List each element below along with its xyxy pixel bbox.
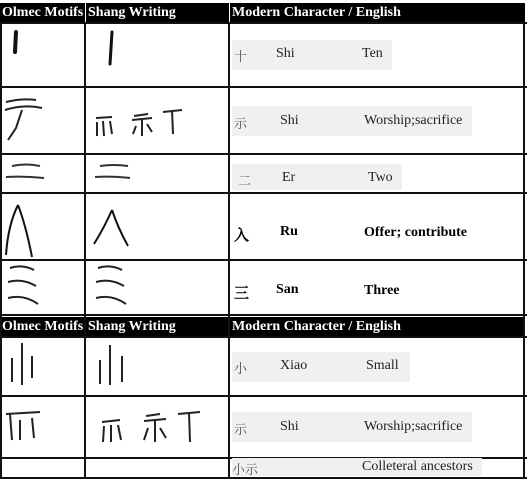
row8-character: 小示 [232, 463, 259, 478]
row3-character: 二 [238, 174, 252, 189]
header-modern-character: Modern Character / English [230, 3, 525, 22]
header-olmec-motifs: Olmec Motifs [2, 5, 84, 20]
row7-character: 示 [234, 423, 248, 438]
header-modern-character-2: Modern Character / English [230, 317, 525, 336]
row1-pinyin: Shi [276, 46, 295, 61]
row7-english: Worship;sacrifice [364, 419, 463, 434]
row7-pinyin: Shi [280, 419, 299, 434]
row2-pinyin: Shi [280, 113, 299, 128]
row5-character: 三 [234, 284, 250, 302]
row4-english: Offer; contribute [364, 225, 468, 240]
row3-english: Two [368, 170, 393, 185]
header-shang-writing: Shang Writing [86, 3, 229, 22]
row8-english: Colleteral ancestors [362, 459, 473, 474]
header-shang-writing-2: Shang Writing [86, 317, 229, 336]
row5-english: Three [364, 283, 400, 298]
row6-english: Small [366, 358, 399, 373]
row6-character: 小 [234, 362, 248, 377]
row4-character: 入 [234, 226, 250, 244]
row4-pinyin: Ru [280, 224, 298, 239]
row3-pinyin: Er [282, 170, 296, 185]
row1-english: Ten [362, 46, 383, 61]
row6-pinyin: Xiao [280, 358, 308, 373]
row2-character: 示 [234, 117, 248, 132]
row1-character: 十 [234, 50, 248, 65]
header-olmec-motifs-2: Olmec Motifs [2, 319, 84, 334]
row5-pinyin: San [276, 282, 299, 297]
row2-english: Worship;sacrifice [364, 113, 463, 128]
